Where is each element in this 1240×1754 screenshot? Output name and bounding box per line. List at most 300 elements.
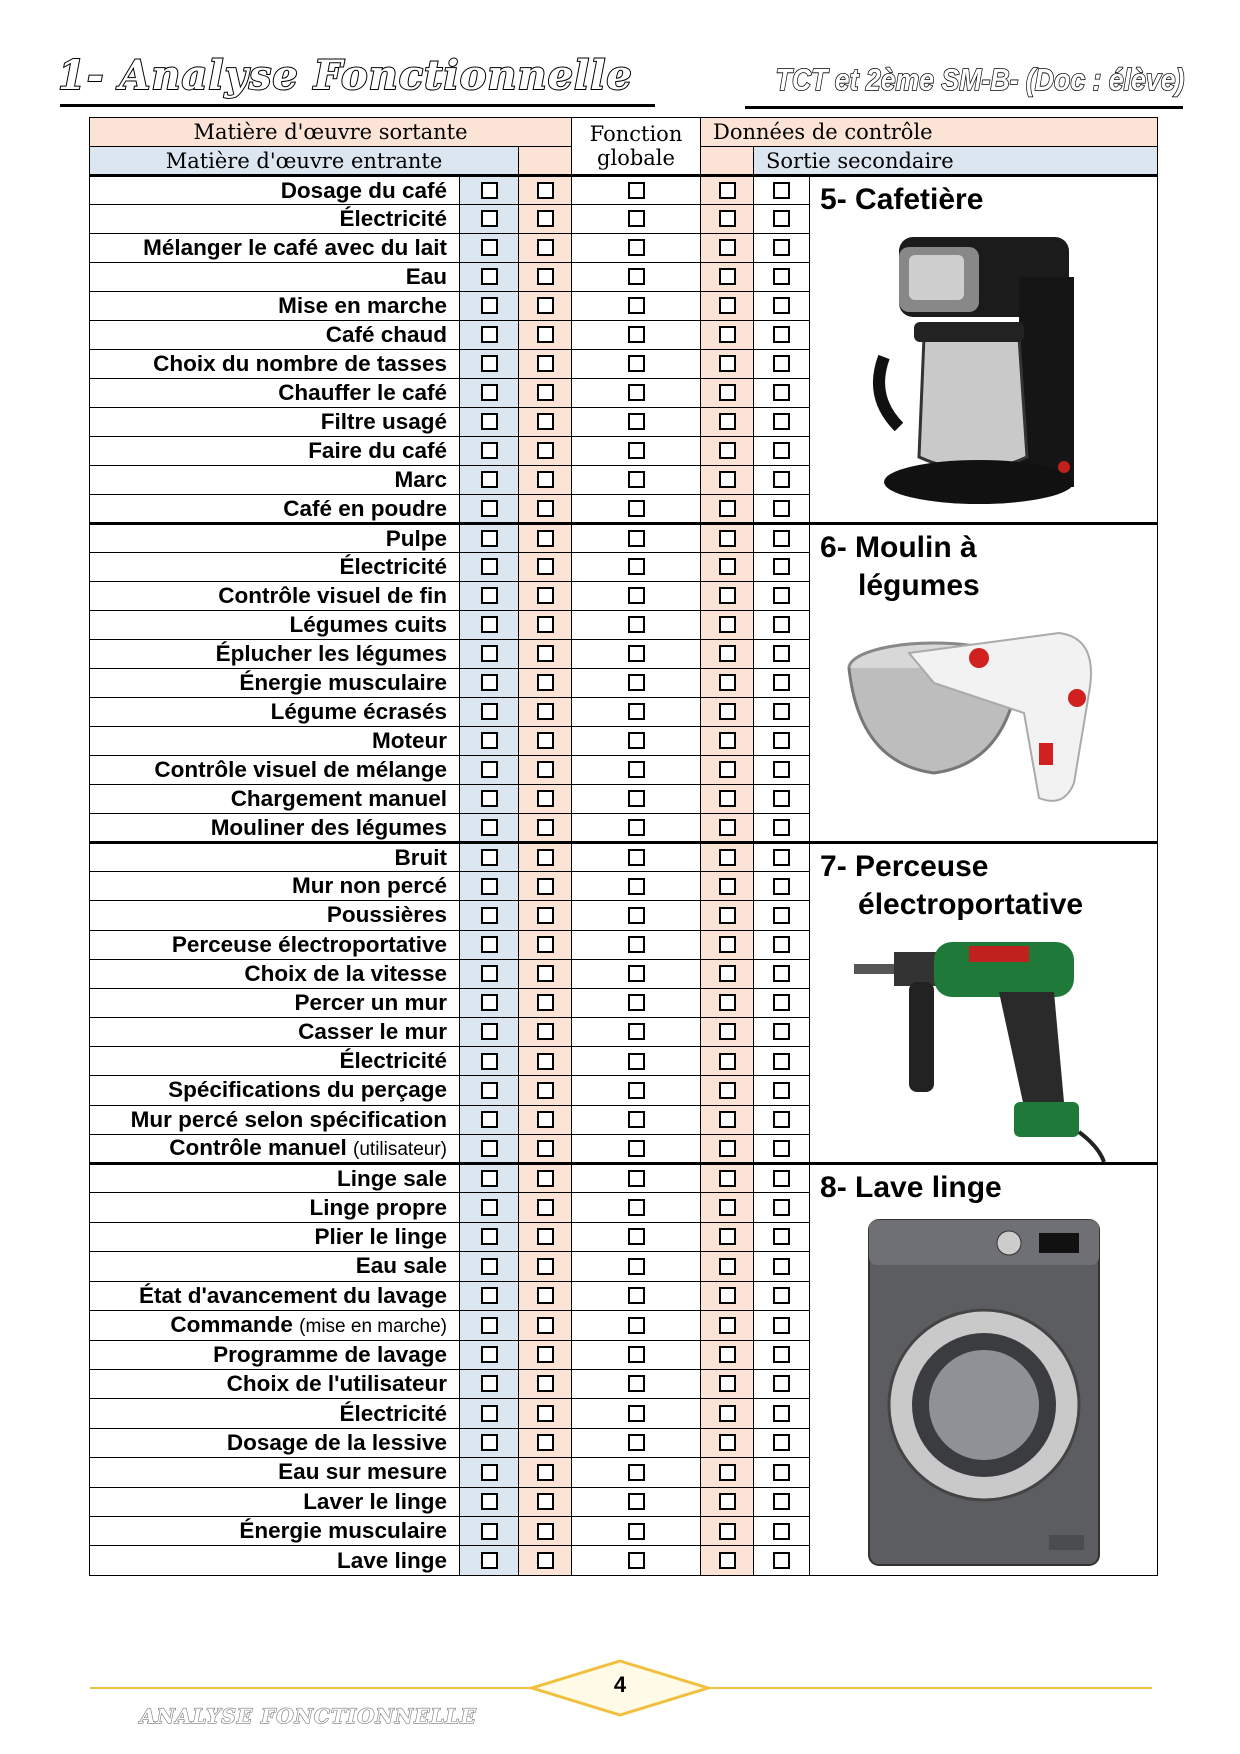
- checkbox[interactable]: [628, 1199, 645, 1216]
- checkbox[interactable]: [628, 1523, 645, 1540]
- checkbox[interactable]: [719, 239, 736, 256]
- checkbox[interactable]: [481, 587, 498, 604]
- checkbox[interactable]: [481, 1053, 498, 1070]
- checkbox[interactable]: [537, 442, 554, 459]
- checkbox[interactable]: [537, 530, 554, 547]
- checkbox-cell: [572, 1105, 701, 1134]
- checkbox[interactable]: [773, 1140, 790, 1157]
- checkbox[interactable]: [719, 674, 736, 691]
- checkbox[interactable]: [773, 907, 790, 924]
- checkbox[interactable]: [773, 1258, 790, 1275]
- checkbox[interactable]: [628, 703, 645, 720]
- checkbox[interactable]: [628, 1023, 645, 1040]
- checkbox[interactable]: [628, 1228, 645, 1245]
- checkbox[interactable]: [719, 413, 736, 430]
- checkbox[interactable]: [719, 268, 736, 285]
- checkbox-cell: [519, 1134, 572, 1163]
- checkbox[interactable]: [773, 1552, 790, 1569]
- checkbox[interactable]: [537, 1464, 554, 1481]
- checkbox[interactable]: [481, 674, 498, 691]
- checkbox[interactable]: [719, 1287, 736, 1304]
- checkbox[interactable]: [719, 182, 736, 199]
- checkbox[interactable]: [773, 500, 790, 517]
- checkbox[interactable]: [537, 761, 554, 778]
- checkbox[interactable]: [481, 442, 498, 459]
- checkbox[interactable]: [537, 907, 554, 924]
- item-label-text: Mur percé selon spécification: [130, 1106, 447, 1132]
- checkbox[interactable]: [773, 1346, 790, 1363]
- checkbox[interactable]: [537, 1552, 554, 1569]
- checkbox[interactable]: [719, 297, 736, 314]
- checkbox[interactable]: [537, 355, 554, 372]
- checkbox[interactable]: [719, 965, 736, 982]
- checkbox[interactable]: [773, 587, 790, 604]
- checkbox-cell: [701, 843, 754, 872]
- item-label: [90, 379, 460, 408]
- checkbox[interactable]: [628, 268, 645, 285]
- checkbox[interactable]: [719, 530, 736, 547]
- checkbox[interactable]: [773, 732, 790, 749]
- checkbox[interactable]: [628, 1082, 645, 1099]
- checkbox[interactable]: [773, 210, 790, 227]
- checkbox[interactable]: [628, 849, 645, 866]
- checkbox[interactable]: [481, 1523, 498, 1540]
- checkbox[interactable]: [628, 878, 645, 895]
- checkbox[interactable]: [537, 732, 554, 749]
- checkbox[interactable]: [537, 297, 554, 314]
- checkbox[interactable]: [628, 1053, 645, 1070]
- checkbox[interactable]: [481, 1375, 498, 1392]
- checkbox[interactable]: [773, 703, 790, 720]
- checkbox[interactable]: [628, 500, 645, 517]
- checkbox[interactable]: [773, 1228, 790, 1245]
- checkbox[interactable]: [719, 790, 736, 807]
- checkbox[interactable]: [537, 616, 554, 633]
- checkbox[interactable]: [773, 326, 790, 343]
- checkbox[interactable]: [481, 500, 498, 517]
- checkbox[interactable]: [719, 878, 736, 895]
- checkbox-cell: [519, 495, 572, 524]
- checkbox[interactable]: [773, 268, 790, 285]
- item-label: [90, 234, 460, 263]
- checkbox[interactable]: [537, 1346, 554, 1363]
- checkbox[interactable]: [481, 355, 498, 372]
- checkbox[interactable]: [628, 530, 645, 547]
- checkbox[interactable]: [628, 413, 645, 430]
- checkbox[interactable]: [773, 355, 790, 372]
- checkbox-cell: [572, 1076, 701, 1105]
- checkbox-cell: [754, 263, 810, 292]
- checkbox[interactable]: [628, 384, 645, 401]
- checkbox[interactable]: [481, 965, 498, 982]
- checkbox[interactable]: [719, 1140, 736, 1157]
- item-label: [90, 1546, 460, 1576]
- checkbox[interactable]: [719, 1434, 736, 1451]
- item-label-text: Moteur: [372, 728, 447, 753]
- checkbox-cell: [572, 292, 701, 321]
- item-label: [90, 495, 460, 524]
- checkbox[interactable]: [537, 790, 554, 807]
- checkbox[interactable]: [537, 1523, 554, 1540]
- checkbox[interactable]: [719, 1023, 736, 1040]
- checkbox[interactable]: [481, 1228, 498, 1245]
- checkbox[interactable]: [537, 819, 554, 836]
- checkbox[interactable]: [773, 1053, 790, 1070]
- checkbox-cell: [572, 350, 701, 379]
- checkbox-cell: [460, 785, 519, 814]
- checkbox[interactable]: [628, 1434, 645, 1451]
- checkbox[interactable]: [537, 268, 554, 285]
- checkbox-cell: [701, 350, 754, 379]
- checkbox[interactable]: [719, 1053, 736, 1070]
- item-label: [90, 437, 460, 466]
- header-fonction-globale: [572, 118, 701, 176]
- checkbox[interactable]: [719, 326, 736, 343]
- item-label-text: Éplucher les légumes: [215, 641, 447, 666]
- checkbox[interactable]: [481, 878, 498, 895]
- checkbox[interactable]: [537, 674, 554, 691]
- checkbox[interactable]: [773, 1375, 790, 1392]
- checkbox[interactable]: [628, 965, 645, 982]
- checkbox[interactable]: [537, 587, 554, 604]
- checkbox[interactable]: [628, 587, 645, 604]
- checkbox[interactable]: [773, 936, 790, 953]
- header-sortie-secondaire: Sortie secondaire: [754, 147, 1158, 176]
- checkbox[interactable]: [481, 558, 498, 575]
- item-label: [90, 1018, 460, 1047]
- title-underline: [60, 104, 655, 107]
- checkbox[interactable]: [537, 965, 554, 982]
- checkbox[interactable]: [628, 790, 645, 807]
- checkbox[interactable]: [537, 1023, 554, 1040]
- table-row: [90, 1164, 1158, 1193]
- checkbox[interactable]: [481, 384, 498, 401]
- checkbox[interactable]: [537, 1082, 554, 1099]
- checkbox[interactable]: [537, 1287, 554, 1304]
- checkbox-cell: [519, 1164, 572, 1193]
- checkbox[interactable]: [481, 1552, 498, 1569]
- checkbox[interactable]: [481, 471, 498, 488]
- checkbox[interactable]: [481, 1434, 498, 1451]
- checkbox[interactable]: [537, 182, 554, 199]
- checkbox[interactable]: [537, 1228, 554, 1245]
- item-label-text: Linge sale: [336, 1165, 447, 1191]
- checkbox[interactable]: [537, 1170, 554, 1187]
- checkbox[interactable]: [481, 1111, 498, 1128]
- checkbox[interactable]: [628, 239, 645, 256]
- checkbox-cell: [572, 466, 701, 495]
- checkbox[interactable]: [773, 1199, 790, 1216]
- checkbox[interactable]: [773, 558, 790, 575]
- item-label-text: Électricité: [339, 554, 447, 579]
- checkbox[interactable]: [481, 326, 498, 343]
- item-label-text: Choix de l'utilisateur: [226, 1371, 447, 1397]
- checkbox[interactable]: [537, 413, 554, 430]
- checkbox-cell: [754, 321, 810, 350]
- checkbox[interactable]: [537, 1199, 554, 1216]
- checkbox-cell: [460, 553, 519, 582]
- checkbox[interactable]: [719, 471, 736, 488]
- checkbox[interactable]: [537, 239, 554, 256]
- page-title: 1- Analyse Fonctionnelle: [58, 52, 633, 99]
- checkbox[interactable]: [537, 1258, 554, 1275]
- checkbox[interactable]: [481, 530, 498, 547]
- checkbox-cell: [460, 408, 519, 437]
- checkbox[interactable]: [773, 1023, 790, 1040]
- checkbox[interactable]: [481, 1199, 498, 1216]
- checkbox[interactable]: [773, 1405, 790, 1422]
- checkbox-cell: [754, 292, 810, 321]
- checkbox[interactable]: [628, 1405, 645, 1422]
- checkbox[interactable]: [628, 442, 645, 459]
- checkbox[interactable]: [773, 182, 790, 199]
- checkbox[interactable]: [719, 1464, 736, 1481]
- checkbox[interactable]: [537, 384, 554, 401]
- checkbox[interactable]: [537, 326, 554, 343]
- checkbox[interactable]: [773, 1523, 790, 1540]
- checkbox[interactable]: [628, 1346, 645, 1363]
- checkbox[interactable]: [719, 645, 736, 662]
- checkbox[interactable]: [537, 500, 554, 517]
- checkbox[interactable]: [719, 1228, 736, 1245]
- checkbox[interactable]: [628, 761, 645, 778]
- checkbox[interactable]: [719, 703, 736, 720]
- checkbox[interactable]: [537, 849, 554, 866]
- checkbox-cell: [701, 176, 754, 205]
- checkbox[interactable]: [773, 384, 790, 401]
- checkbox[interactable]: [537, 645, 554, 662]
- checkbox[interactable]: [537, 1053, 554, 1070]
- checkbox[interactable]: [719, 907, 736, 924]
- checkbox[interactable]: [719, 1111, 736, 1128]
- checkbox-cell: [754, 176, 810, 205]
- checkbox[interactable]: [773, 616, 790, 633]
- checkbox[interactable]: [773, 1493, 790, 1510]
- checkbox[interactable]: [537, 1493, 554, 1510]
- checkbox[interactable]: [719, 1082, 736, 1099]
- checkbox[interactable]: [537, 210, 554, 227]
- checkbox[interactable]: [481, 616, 498, 633]
- checkbox[interactable]: [628, 558, 645, 575]
- checkbox[interactable]: [628, 1170, 645, 1187]
- checkbox[interactable]: [628, 355, 645, 372]
- checkbox[interactable]: [773, 1287, 790, 1304]
- checkbox[interactable]: [719, 1346, 736, 1363]
- checkbox[interactable]: [773, 761, 790, 778]
- checkbox[interactable]: [481, 732, 498, 749]
- checkbox[interactable]: [628, 1111, 645, 1128]
- checkbox[interactable]: [773, 239, 790, 256]
- checkbox[interactable]: [773, 790, 790, 807]
- checkbox[interactable]: [628, 1287, 645, 1304]
- checkbox[interactable]: [719, 1199, 736, 1216]
- checkbox[interactable]: [537, 1434, 554, 1451]
- checkbox[interactable]: [481, 1405, 498, 1422]
- checkbox[interactable]: [481, 819, 498, 836]
- checkbox-cell: [754, 495, 810, 524]
- checkbox-cell: [701, 1517, 754, 1546]
- checkbox[interactable]: [773, 849, 790, 866]
- checkbox[interactable]: [719, 1523, 736, 1540]
- checkbox[interactable]: [628, 210, 645, 227]
- checkbox[interactable]: [481, 210, 498, 227]
- checkbox[interactable]: [773, 878, 790, 895]
- checkbox-cell: [701, 408, 754, 437]
- checkbox[interactable]: [719, 355, 736, 372]
- checkbox[interactable]: [481, 1082, 498, 1099]
- checkbox[interactable]: [481, 703, 498, 720]
- item-label: [90, 872, 460, 901]
- checkbox[interactable]: [773, 645, 790, 662]
- checkbox[interactable]: [481, 645, 498, 662]
- checkbox-cell: [754, 669, 810, 698]
- item-label-text: Dosage de la lessive: [226, 1430, 447, 1455]
- checkbox[interactable]: [773, 1317, 790, 1334]
- checkbox[interactable]: [628, 936, 645, 953]
- checkbox[interactable]: [481, 182, 498, 199]
- checkbox[interactable]: [773, 530, 790, 547]
- checkbox[interactable]: [719, 1375, 736, 1392]
- checkbox[interactable]: [719, 1405, 736, 1422]
- checkbox[interactable]: [628, 297, 645, 314]
- checkbox[interactable]: [537, 878, 554, 895]
- checkbox[interactable]: [719, 587, 736, 604]
- checkbox[interactable]: [719, 1552, 736, 1569]
- checkbox[interactable]: [481, 239, 498, 256]
- checkbox[interactable]: [481, 268, 498, 285]
- checkbox[interactable]: [628, 994, 645, 1011]
- checkbox[interactable]: [481, 1023, 498, 1040]
- checkbox[interactable]: [719, 849, 736, 866]
- checkbox[interactable]: [719, 994, 736, 1011]
- checkbox[interactable]: [719, 210, 736, 227]
- checkbox[interactable]: [537, 1111, 554, 1128]
- item-label: [90, 843, 460, 872]
- checkbox-cell: [519, 814, 572, 843]
- checkbox[interactable]: [773, 471, 790, 488]
- checkbox-cell: [460, 640, 519, 669]
- checkbox[interactable]: [537, 1405, 554, 1422]
- checkbox[interactable]: [537, 471, 554, 488]
- checkbox[interactable]: [719, 936, 736, 953]
- checkbox-cell: [701, 1281, 754, 1310]
- checkbox[interactable]: [773, 297, 790, 314]
- checkbox-cell: [754, 466, 810, 495]
- checkbox[interactable]: [628, 1552, 645, 1569]
- item-label: [90, 205, 460, 234]
- checkbox[interactable]: [773, 1170, 790, 1187]
- checkbox[interactable]: [537, 558, 554, 575]
- checkbox[interactable]: [537, 1375, 554, 1392]
- checkbox[interactable]: [628, 674, 645, 691]
- checkbox[interactable]: [628, 645, 645, 662]
- checkbox[interactable]: [628, 1140, 645, 1157]
- checkbox[interactable]: [773, 442, 790, 459]
- checkbox-cell: [701, 1311, 754, 1340]
- checkbox[interactable]: [481, 790, 498, 807]
- checkbox[interactable]: [628, 471, 645, 488]
- checkbox[interactable]: [481, 413, 498, 430]
- checkbox[interactable]: [719, 1317, 736, 1334]
- checkbox[interactable]: [481, 1464, 498, 1481]
- checkbox[interactable]: [628, 1464, 645, 1481]
- checkbox[interactable]: [719, 761, 736, 778]
- checkbox[interactable]: [773, 965, 790, 982]
- item-label: [90, 553, 460, 582]
- checkbox[interactable]: [537, 703, 554, 720]
- checkbox[interactable]: [481, 297, 498, 314]
- checkbox[interactable]: [773, 1082, 790, 1099]
- checkbox[interactable]: [537, 994, 554, 1011]
- checkbox[interactable]: [481, 1140, 498, 1157]
- checkbox[interactable]: [481, 1170, 498, 1187]
- checkbox[interactable]: [719, 732, 736, 749]
- checkbox[interactable]: [773, 1464, 790, 1481]
- checkbox[interactable]: [628, 1375, 645, 1392]
- checkbox[interactable]: [719, 1170, 736, 1187]
- checkbox[interactable]: [481, 936, 498, 953]
- page-number: 4: [613, 1672, 627, 1697]
- checkbox[interactable]: [628, 1317, 645, 1334]
- checkbox[interactable]: [628, 1493, 645, 1510]
- checkbox[interactable]: [773, 674, 790, 691]
- checkbox[interactable]: [537, 1317, 554, 1334]
- checkbox[interactable]: [719, 442, 736, 459]
- checkbox[interactable]: [773, 1111, 790, 1128]
- checkbox-cell: [572, 1428, 701, 1457]
- checkbox[interactable]: [628, 616, 645, 633]
- checkbox[interactable]: [481, 1287, 498, 1304]
- checkbox[interactable]: [719, 500, 736, 517]
- checkbox-cell: [701, 1047, 754, 1076]
- checkbox[interactable]: [628, 907, 645, 924]
- checkbox[interactable]: [719, 819, 736, 836]
- checkbox[interactable]: [481, 1317, 498, 1334]
- checkbox[interactable]: [537, 1140, 554, 1157]
- checkbox-cell: [519, 959, 572, 988]
- checkbox-cell: [519, 292, 572, 321]
- checkbox[interactable]: [773, 413, 790, 430]
- checkbox-cell: [754, 1222, 810, 1251]
- checkbox-cell: [519, 1193, 572, 1222]
- checkbox[interactable]: [537, 936, 554, 953]
- checkbox-cell: [572, 1399, 701, 1428]
- checkbox[interactable]: [481, 761, 498, 778]
- checkbox[interactable]: [628, 732, 645, 749]
- checkbox[interactable]: [481, 1346, 498, 1363]
- checkbox[interactable]: [628, 1258, 645, 1275]
- checkbox[interactable]: [719, 616, 736, 633]
- checkbox[interactable]: [773, 819, 790, 836]
- checkbox[interactable]: [628, 326, 645, 343]
- checkbox[interactable]: [628, 819, 645, 836]
- checkbox[interactable]: [481, 994, 498, 1011]
- checkbox[interactable]: [773, 994, 790, 1011]
- checkbox[interactable]: [719, 1258, 736, 1275]
- checkbox[interactable]: [773, 1434, 790, 1451]
- checkbox[interactable]: [719, 384, 736, 401]
- appliance-panel: [810, 524, 1158, 843]
- checkbox[interactable]: [481, 849, 498, 866]
- checkbox[interactable]: [719, 1493, 736, 1510]
- checkbox-cell: [572, 988, 701, 1017]
- checkbox[interactable]: [719, 558, 736, 575]
- checkbox[interactable]: [481, 1258, 498, 1275]
- checkbox[interactable]: [628, 182, 645, 199]
- checkbox[interactable]: [481, 1493, 498, 1510]
- checkbox-cell: [701, 1399, 754, 1428]
- checkbox[interactable]: [481, 907, 498, 924]
